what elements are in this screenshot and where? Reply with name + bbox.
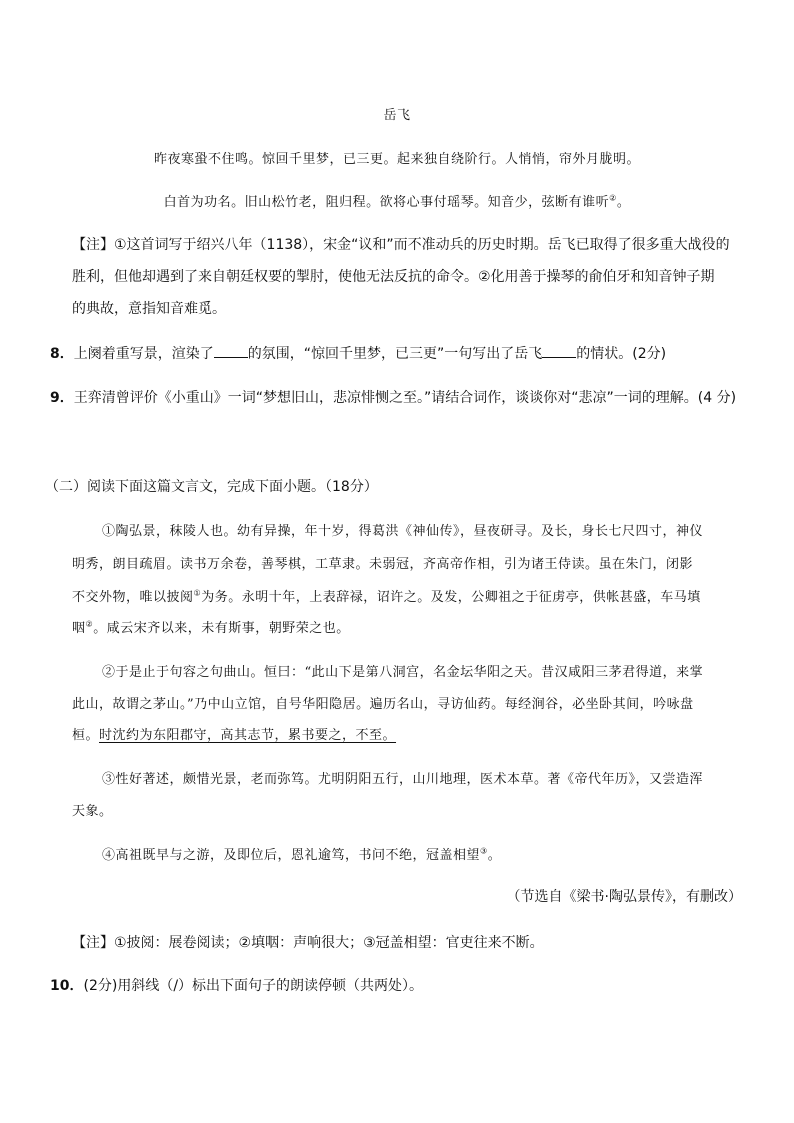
note1-line-3: 的典故，意指知音难觅。	[72, 301, 226, 317]
question-9-text: 王弈清曾评价《小重山》一词“梦想旧山，悲凉悱恻之至。”请结合词作，谈谈你对“悲凉”一词的理解。(4 分)	[73, 390, 737, 406]
passage-p4	[102, 844, 501, 863]
passage-p2-line-3a: 桓。	[72, 728, 100, 743]
question-10	[50, 975, 423, 995]
passage-p1-line-4	[72, 617, 350, 636]
passage-p4-text: ④高祖既早与之游，及即位后，恩礼逾笃，书问不绝，冠盖相望	[102, 848, 481, 863]
question-9	[50, 387, 736, 407]
footnote-mark: ②	[85, 619, 94, 629]
passage-p1-line-1: ①陶弘景，秣陵人也。幼有异操，年十岁，得葛洪《神仙传》，昼夜研寻。及长，身长七尺四寸，神仪	[102, 524, 704, 539]
passage-p3-line-1: ③性好著述，颇惜光景，老而弥笃。尤明阴阳五行，山川地理，医术本草。著《帝代年历》，又尝造浑	[102, 772, 704, 787]
section-2-title: （二）阅读下面这篇文言文，完成下面小题。（18分）	[45, 479, 378, 495]
question-8-number: 8．	[50, 346, 74, 362]
footnote-mark: ②	[609, 193, 617, 203]
note2: 【注】①披阅：展卷阅读；②填咽：声响很大；③冠盖相望：官吏往来不断。	[72, 935, 544, 951]
question-8-text-b: 的氛围，“惊回千里梦，已三更”一句写出了岳飞	[247, 346, 543, 362]
question-8-text-c: 的情状。(2分)	[576, 346, 667, 362]
passage-p3-line-2: 天象。	[72, 804, 113, 819]
passage-p1-line-4a: 咽	[72, 621, 86, 636]
passage-p2-line-1: ②于是止于句容之句曲山。恒曰：“此山下是第八洞宫，名金坛华阳之天。昔汉咸阳三茅君得道，来掌	[102, 665, 704, 680]
question-10-text: (2分)用斜线（/）标出下面句子的朗读停顿（共两处）。	[83, 978, 424, 994]
poem-author: 岳飞	[383, 108, 411, 123]
poem-line-2-text: 白首为功名。旧山松竹老，阻归程。欲将心事付瑶琴。知音少，弦断有谁听	[163, 195, 610, 210]
passage-p4-end: 。	[487, 848, 502, 863]
question-9-number: 9．	[50, 390, 74, 406]
underlined-sentence: 时沈约为东阳郡守，高其志节，累书要之，不至。	[99, 728, 397, 743]
question-8-text-a: 上阕着重写景，渲染了	[73, 346, 214, 362]
poem-line-2	[0, 191, 794, 210]
passage-p1-line-3b: 为务。永明十年，上表辞禄，诏许之。及发，公卿祖之于征虏亭，供帐甚盛，车马填	[201, 590, 701, 605]
answer-blank-2[interactable]	[542, 345, 576, 358]
passage-p2-line-2: 此山，故谓之茅山。”乃中山立馆，自号华阳隐居。遍历名山，寻访仙药。每经涧谷，必坐卧其间，吟咏盘	[72, 697, 694, 712]
footnote-mark: ①	[193, 588, 202, 598]
passage-p1-line-3	[72, 586, 701, 605]
footnote-mark: ③	[480, 846, 488, 856]
answer-blank-1[interactable]	[214, 345, 248, 358]
question-10-number: 10．	[50, 978, 84, 994]
poem-line-1: 昨夜寒蛩不住鸣。惊回千里梦，已三更。起来独自绕阶行。人悄悄，帘外月胧明。	[153, 152, 640, 167]
passage-p1-line-2: 明秀，朗目疏眉。读书万余卷，善琴棋，工草隶。未弱冠，齐高帝作相，引为诸王侍读。虽在朱门，闭影	[72, 557, 694, 572]
note1-line-2: 胜利，但他却遇到了来自朝廷权要的掣肘，使他无法反抗的命令。②化用善于操琴的俞伯牙和知音钟子期	[72, 269, 715, 285]
passage-source: （节选自《梁书·陶弘景传》，有删改）	[506, 889, 742, 905]
poem-line-2-end: 。	[616, 195, 631, 210]
passage-p1-line-4b: 。咸云宋齐以来，未有斯事，朝野荣之也。	[93, 621, 350, 636]
note1-line-1: 【注】①这首词写于绍兴八年（1138），宋金“议和”而不准动兵的历史时期。岳飞已取得了很多重大战役的	[72, 237, 730, 253]
question-8	[50, 343, 666, 363]
passage-p2-line-3	[72, 724, 396, 743]
passage-p1-line-3a: 不交外物，唯以披阅	[72, 590, 194, 605]
